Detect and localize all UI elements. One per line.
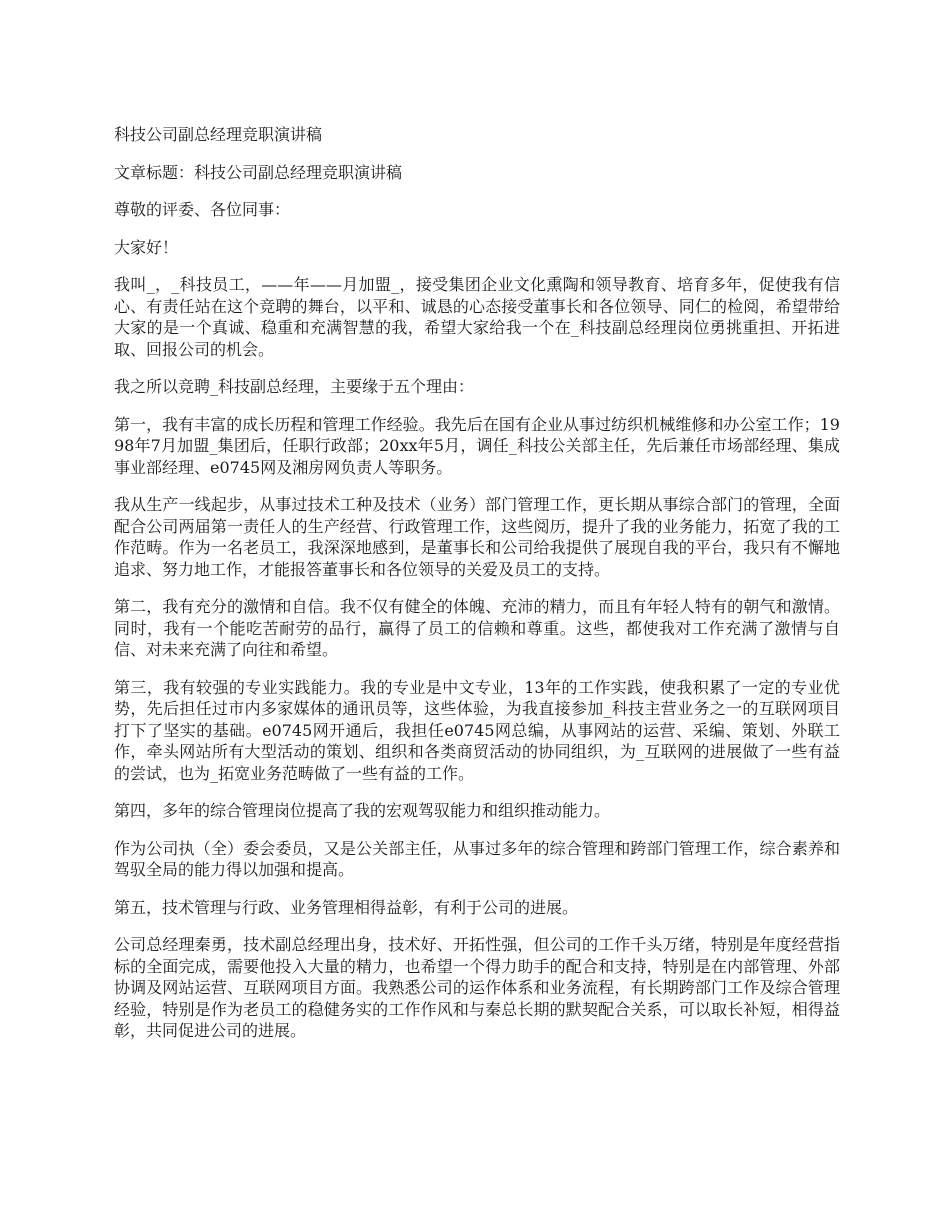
paragraph-reason-4-detail: 作为公司执（全）委会委员，又是公关部主任，从事过多年的综合管理和跨部门管理工作，综合素养和驾驭全局的能力得以加强和提高。 [114,838,840,879]
paragraph-reason-5: 第五，技术管理与行政、业务管理相得益彰，有利于公司的进展。 [114,897,579,917]
document-title: 科技公司副总经理竞职演讲稿 [114,125,323,144]
paragraph-introduction: 我叫_，_科技员工，——年——月加盟_，接受集团企业文化熏陶和领导教育、培育多年，促使我有信心、有责任站在这个竞聘的舞台，以平和、诚恳的心态接受董事长和各位领导、同仁的检阅，希望带给大家的是一个真诚、稳重和充满智慧的我，希望大家给我一个在_科技副总经理岗位勇挑重担、开拓进取、回报公司的机会。 [114,275,840,359]
paragraph-reasons-intro: 我之所以竞聘_科技副总经理，主要缘于五个理由： [114,377,475,396]
paragraph-reason-4: 第四，多年的综合管理岗位提高了我的宏观驾驭能力和组织推动能力。 [114,801,611,820]
paragraph-reason-1: 第一，我有丰富的成长历程和管理工作经验。我先后在国有企业从事过纺织机械维修和办公室工作；1998年7月加盟_集团后，任职行政部；20xx年5月，调任_科技公关部主任，先后兼任市场部经理、集成事业部经理、e0745网及湘房网负责人等职务。 [114,414,840,477]
paragraph-salutation: 尊敬的评委、各位同事： [114,200,291,219]
paragraph-greeting: 大家好！ [114,237,179,257]
paragraph-reason-1-detail: 我从生产一线起步，从事过技术工种及技术（业务）部门管理工作，更长期从事综合部门的管理，全面配合公司两届第一责任人的生产经营、行政管理工作，这些阅历，提升了我的业务能力，拓宽了我的工作范畴。作为一名老员工，我深深地感到，是董事长和公司给我提供了展现自我的平台，我只有不懈地追求、努力地工作，才能报答董事长和各位领导的关爱及员工的支持。 [114,495,840,579]
document-page [114,124,840,1058]
paragraph-reason-3: 第三，我有较强的专业实践能力。我的专业是中文专业，13年的工作实践，使我积累了一定的专业优势，先后担任过市内多家媒体的通讯员等，这些体验，为我直接参加_科技主营业务之一的互联网项目打下了坚实的基础。e0745网开通后，我担任e0745网总编，从事网站的运营、采编、策划、外联工作，牵头网站所有大型活动的策划、组织和各类商贸活动的协同组织，为_互联网的进展做了一些有益的尝试，也为_拓宽业务范畴做了一些有益的工作。 [114,677,840,783]
paragraph-reason-2: 第二，我有充分的激情和自信。我不仅有健全的体魄、充沛的精力，而且有年轻人特有的朝气和激情。同时，我有一个能吃苦耐劳的品行，赢得了员工的信赖和尊重。这些，都使我对工作充满了激情与自信、对未来充满了向往和希望。 [114,597,840,659]
paragraph-reason-5-detail: 公司总经理秦勇，技术副总经理出身，技术好、开拓性强，但公司的工作千头万绪，特别是年度经营指标的全面完成，需要他投入大量的精力，也希望一个得力助手的配合和支持，特别是在内部管理、外部协调及网站运营、互联网项目方面。我熟悉公司的运作体系和业务流程，有长期跨部门工作及综合管理经验，特别是作为老员工的稳健务实的工作作风和与秦总长期的默契配合关系，可以取长补短，相得益彰，共同促进公司的进展。 [114,935,840,1040]
paragraph-article-title: 文章标题：科技公司副总经理竞职演讲稿 [114,162,403,182]
